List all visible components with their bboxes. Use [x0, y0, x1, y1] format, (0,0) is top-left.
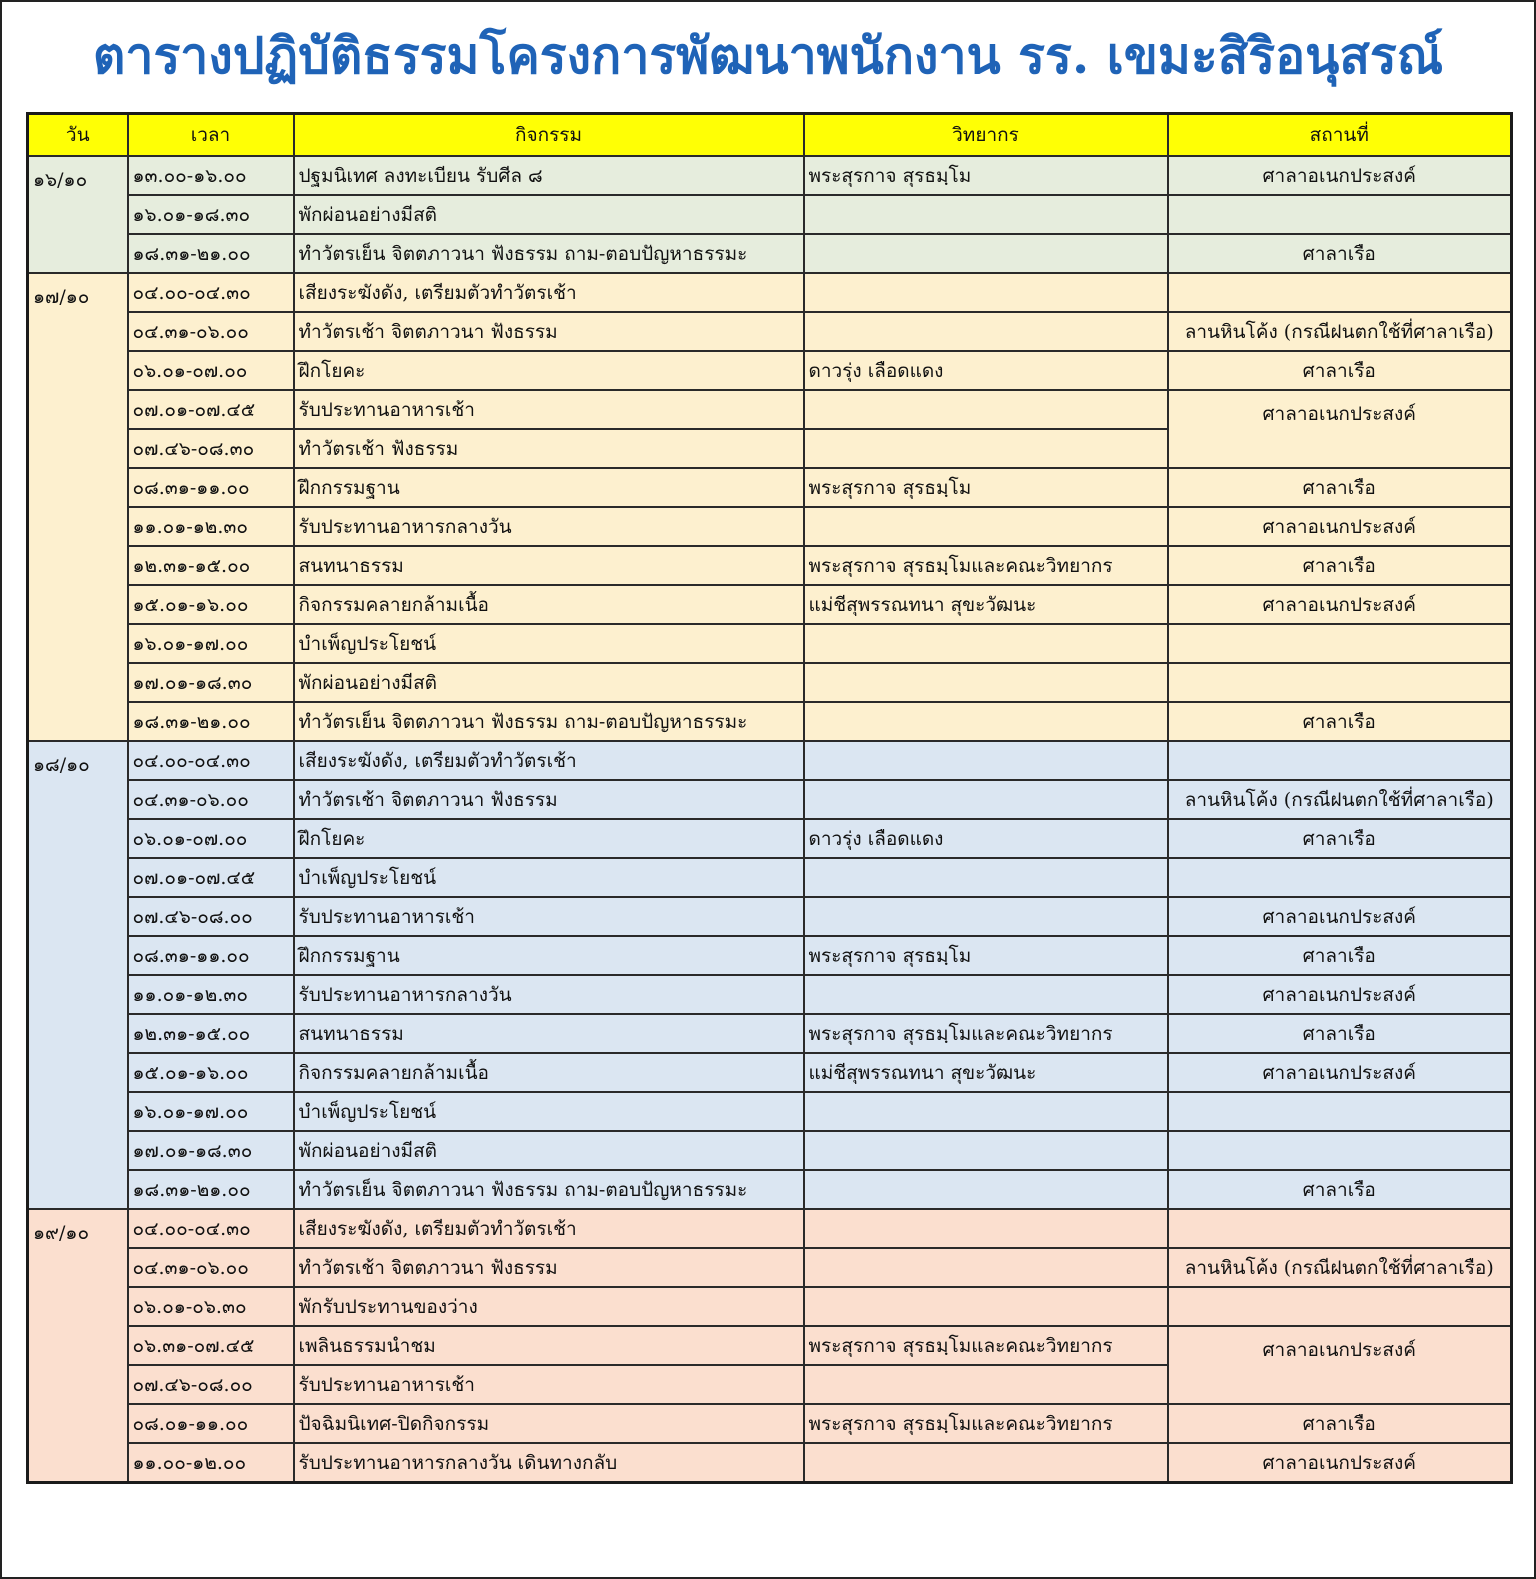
location-cell: ศาลาเรือ: [1168, 1404, 1512, 1443]
activity-cell: พักผ่อนอย่างมีสติ: [294, 1131, 804, 1170]
location-cell: [1168, 741, 1512, 780]
location-cell: [1168, 624, 1512, 663]
header-location: สถานที่: [1168, 114, 1512, 157]
location-cell: ศาลาเรือ: [1168, 819, 1512, 858]
table-row: [28, 273, 1512, 312]
speaker-cell: [804, 1170, 1168, 1209]
activity-cell: กิจกรรมคลายกล้ามเนื้อ: [294, 585, 804, 624]
time-cell: ๐๘.๓๑-๑๑.๐๐: [128, 936, 294, 975]
activity-cell: ทำวัตรเช้า จิตตภาวนา ฟังธรรม: [294, 780, 804, 819]
schedule-body: [28, 156, 1512, 1483]
speaker-cell: [804, 195, 1168, 234]
location-cell: ศาลาเรือ: [1168, 1170, 1512, 1209]
speaker-cell: [804, 975, 1168, 1014]
speaker-cell: ดาวรุ่ง เลือดแดง: [804, 351, 1168, 390]
time-cell: ๑๑.๐๐-๑๒.๐๐: [128, 1443, 294, 1483]
time-cell: ๑๘.๓๑-๒๑.๐๐: [128, 1170, 294, 1209]
activity-cell: เสียงระฆังดัง, เตรียมตัวทำวัตรเช้า: [294, 273, 804, 312]
location-cell: ศาลาเรือ: [1168, 234, 1512, 273]
location-cell: [1168, 858, 1512, 897]
table-row: [28, 351, 1512, 390]
location-cell: ศาลาเรือ: [1168, 702, 1512, 741]
speaker-cell: [804, 1131, 1168, 1170]
activity-cell: ฝึกกรรมฐาน: [294, 936, 804, 975]
speaker-cell: พระสุรกาจ สุรธมฺโม: [804, 468, 1168, 507]
location-cell: [1168, 195, 1512, 234]
table-row: [28, 936, 1512, 975]
location-cell: ศาลาเรือ: [1168, 468, 1512, 507]
activity-cell: ฝึกโยคะ: [294, 351, 804, 390]
time-cell: ๐๗.๐๑-๐๗.๔๕: [128, 390, 294, 429]
table-row: [28, 819, 1512, 858]
activity-cell: สนทนาธรรม: [294, 1014, 804, 1053]
speaker-cell: [804, 429, 1168, 468]
speaker-cell: [804, 273, 1168, 312]
header-time: เวลา: [128, 114, 294, 157]
day-cell: ๑๖/๑๐: [28, 156, 128, 273]
speaker-cell: [804, 507, 1168, 546]
table-row: [28, 1092, 1512, 1131]
activity-cell: บำเพ็ญประโยชน์: [294, 1092, 804, 1131]
table-row: [28, 1209, 1512, 1248]
speaker-cell: [804, 312, 1168, 351]
activity-cell: รับประทานอาหารกลางวัน เดินทางกลับ: [294, 1443, 804, 1483]
location-cell: [1168, 1287, 1512, 1326]
time-cell: ๑๒.๓๑-๑๕.๐๐: [128, 546, 294, 585]
speaker-cell: [804, 702, 1168, 741]
speaker-cell: [804, 858, 1168, 897]
speaker-cell: [804, 1209, 1168, 1248]
time-cell: ๑๒.๓๑-๑๕.๐๐: [128, 1014, 294, 1053]
table-row: [28, 390, 1512, 429]
time-cell: ๐๔.๐๐-๐๔.๓๐: [128, 1209, 294, 1248]
time-cell: ๑๖.๐๑-๑๗.๐๐: [128, 1092, 294, 1131]
time-cell: ๐๔.๓๑-๐๖.๐๐: [128, 1248, 294, 1287]
time-cell: ๐๗.๔๖-๐๘.๓๐: [128, 429, 294, 468]
activity-cell: ทำวัตรเช้า จิตตภาวนา ฟังธรรม: [294, 1248, 804, 1287]
table-row: [28, 1248, 1512, 1287]
time-cell: ๑๑.๐๑-๑๒.๓๐: [128, 975, 294, 1014]
activity-cell: ปฐมนิเทศ ลงทะเบียน รับศีล ๘: [294, 156, 804, 195]
location-cell: ศาลาอเนกประสงค์: [1168, 507, 1512, 546]
speaker-cell: [804, 624, 1168, 663]
table-row: [28, 1287, 1512, 1326]
speaker-cell: พระสุรกาจ สุรธมฺโมและคณะวิทยากร: [804, 1326, 1168, 1365]
table-row: [28, 1014, 1512, 1053]
time-cell: ๐๘.๐๑-๑๑.๐๐: [128, 1404, 294, 1443]
speaker-cell: พระสุรกาจ สุรธมฺโมและคณะวิทยากร: [804, 1404, 1168, 1443]
table-row: [28, 1170, 1512, 1209]
location-cell: ศาลาเรือ: [1168, 936, 1512, 975]
activity-cell: ฝึกกรรมฐาน: [294, 468, 804, 507]
table-row: [28, 858, 1512, 897]
table-row: [28, 1131, 1512, 1170]
time-cell: ๑๗.๐๑-๑๘.๓๐: [128, 663, 294, 702]
activity-cell: รับประทานอาหารกลางวัน: [294, 975, 804, 1014]
activity-cell: สนทนาธรรม: [294, 546, 804, 585]
location-cell: ศาลาอเนกประสงค์: [1168, 156, 1512, 195]
time-cell: ๐๔.๓๑-๐๖.๐๐: [128, 780, 294, 819]
time-cell: ๐๔.๓๑-๐๖.๐๐: [128, 312, 294, 351]
location-cell: [1168, 663, 1512, 702]
speaker-cell: [804, 1092, 1168, 1131]
speaker-cell: พระสุรกาจ สุรธมฺโม: [804, 156, 1168, 195]
activity-cell: ทำวัตรเช้า ฟังธรรม: [294, 429, 804, 468]
speaker-cell: แม่ชีสุพรรณทนา สุขะวัฒนะ: [804, 585, 1168, 624]
activity-cell: รับประทานอาหารเช้า: [294, 390, 804, 429]
speaker-cell: [804, 1248, 1168, 1287]
speaker-cell: พระสุรกาจ สุรธมฺโม: [804, 936, 1168, 975]
time-cell: ๑๖.๐๑-๑๘.๓๐: [128, 195, 294, 234]
location-cell: [1168, 273, 1512, 312]
table-row: [28, 741, 1512, 780]
activity-cell: บำเพ็ญประโยชน์: [294, 624, 804, 663]
table-row: [28, 507, 1512, 546]
location-cell: [1168, 1092, 1512, 1131]
location-cell: ศาลาเรือ: [1168, 546, 1512, 585]
time-cell: ๑๕.๐๑-๑๖.๐๐: [128, 1053, 294, 1092]
speaker-cell: [804, 741, 1168, 780]
header-speaker: วิทยากร: [804, 114, 1168, 157]
time-cell: ๑๘.๓๑-๒๑.๐๐: [128, 234, 294, 273]
speaker-cell: [804, 1443, 1168, 1483]
table-row: [28, 1404, 1512, 1443]
time-cell: ๑๗.๐๑-๑๘.๓๐: [128, 1131, 294, 1170]
table-row: [28, 156, 1512, 195]
location-cell: ลานหินโค้ง (กรณีฝนตกใช้ที่ศาลาเรือ): [1168, 312, 1512, 351]
activity-cell: พักผ่อนอย่างมีสติ: [294, 663, 804, 702]
table-row: [28, 702, 1512, 741]
time-cell: ๐๗.๔๖-๐๘.๐๐: [128, 1365, 294, 1404]
location-cell: ลานหินโค้ง (กรณีฝนตกใช้ที่ศาลาเรือ): [1168, 1248, 1512, 1287]
activity-cell: ทำวัตรเย็น จิตตภาวนา ฟังธรรม ถาม-ตอบปัญหาธรรมะ: [294, 702, 804, 741]
table-row: [28, 663, 1512, 702]
table-row: [28, 468, 1512, 507]
speaker-cell: [804, 1365, 1168, 1404]
table-row: [28, 195, 1512, 234]
table-row: [28, 624, 1512, 663]
speaker-cell: [804, 234, 1168, 273]
activity-cell: รับประทานอาหารกลางวัน: [294, 507, 804, 546]
page-title: ตารางปฏิบัติธรรมโครงการพัฒนาพนักงาน รร. เขมะสิริอนุสรณ์: [92, 25, 1444, 85]
time-cell: ๑๓.๐๐-๑๖.๐๐: [128, 156, 294, 195]
location-cell: ศาลาอเนกประสงค์: [1168, 585, 1512, 624]
activity-cell: รับประทานอาหารเช้า: [294, 1365, 804, 1404]
table-row: [28, 312, 1512, 351]
activity-cell: ทำวัตรเช้า จิตตภาวนา ฟังธรรม: [294, 312, 804, 351]
table-row: [28, 897, 1512, 936]
header-row: [28, 114, 1512, 157]
location-cell: ศาลาอเนกประสงค์: [1168, 1326, 1512, 1404]
day-cell: ๑๙/๑๐: [28, 1209, 128, 1483]
location-cell: [1168, 1131, 1512, 1170]
time-cell: ๐๔.๐๐-๐๔.๓๐: [128, 273, 294, 312]
location-cell: ศาลาอเนกประสงค์: [1168, 897, 1512, 936]
table-row: [28, 234, 1512, 273]
activity-cell: พักผ่อนอย่างมีสติ: [294, 195, 804, 234]
header-day: วัน: [28, 114, 128, 157]
location-cell: ลานหินโค้ง (กรณีฝนตกใช้ที่ศาลาเรือ): [1168, 780, 1512, 819]
time-cell: ๑๘.๓๑-๒๑.๐๐: [128, 702, 294, 741]
activity-cell: ทำวัตรเย็น จิตตภาวนา ฟังธรรม ถาม-ตอบปัญหาธรรมะ: [294, 234, 804, 273]
location-cell: [1168, 1209, 1512, 1248]
time-cell: ๐๖.๐๑-๐๖.๓๐: [128, 1287, 294, 1326]
activity-cell: เสียงระฆังดัง, เตรียมตัวทำวัตรเช้า: [294, 741, 804, 780]
table-row: [28, 1326, 1512, 1365]
speaker-cell: แม่ชีสุพรรณทนา สุขะวัฒนะ: [804, 1053, 1168, 1092]
time-cell: ๑๕.๐๑-๑๖.๐๐: [128, 585, 294, 624]
day-cell: ๑๘/๑๐: [28, 741, 128, 1209]
activity-cell: เพลินธรรมนำชม: [294, 1326, 804, 1365]
location-cell: ศาลาเรือ: [1168, 351, 1512, 390]
table-row: [28, 1053, 1512, 1092]
table-row: [28, 585, 1512, 624]
speaker-cell: [804, 1287, 1168, 1326]
location-cell: ศาลาอเนกประสงค์: [1168, 1443, 1512, 1483]
activity-cell: กิจกรรมคลายกล้ามเนื้อ: [294, 1053, 804, 1092]
table-row: [28, 780, 1512, 819]
activity-cell: รับประทานอาหารเช้า: [294, 897, 804, 936]
speaker-cell: [804, 897, 1168, 936]
table-row: [28, 546, 1512, 585]
time-cell: ๐๖.๐๑-๐๗.๐๐: [128, 351, 294, 390]
location-cell: ศาลาเรือ: [1168, 1014, 1512, 1053]
activity-cell: บำเพ็ญประโยชน์: [294, 858, 804, 897]
time-cell: ๐๗.๐๑-๐๗.๔๕: [128, 858, 294, 897]
speaker-cell: [804, 390, 1168, 429]
time-cell: ๐๘.๓๑-๑๑.๐๐: [128, 468, 294, 507]
activity-cell: พักรับประทานของว่าง: [294, 1287, 804, 1326]
time-cell: ๐๔.๐๐-๐๔.๓๐: [128, 741, 294, 780]
speaker-cell: พระสุรกาจ สุรธมฺโมและคณะวิทยากร: [804, 546, 1168, 585]
table-row: [28, 1443, 1512, 1483]
header-activity: กิจกรรม: [294, 114, 804, 157]
location-cell: ศาลาอเนกประสงค์: [1168, 975, 1512, 1014]
speaker-cell: ดาวรุ่ง เลือดแดง: [804, 819, 1168, 858]
location-cell: ศาลาอเนกประสงค์: [1168, 390, 1512, 468]
location-cell: ศาลาอเนกประสงค์: [1168, 1053, 1512, 1092]
speaker-cell: [804, 780, 1168, 819]
schedule-table: [26, 112, 1513, 1484]
time-cell: ๑๑.๐๑-๑๒.๓๐: [128, 507, 294, 546]
time-cell: ๐๖.๓๑-๐๗.๔๕: [128, 1326, 294, 1365]
activity-cell: ฝึกโยคะ: [294, 819, 804, 858]
activity-cell: ปัจฉิมนิเทศ-ปิดกิจกรรม: [294, 1404, 804, 1443]
time-cell: ๐๗.๔๖-๐๘.๐๐: [128, 897, 294, 936]
speaker-cell: [804, 663, 1168, 702]
activity-cell: เสียงระฆังดัง, เตรียมตัวทำวัตรเช้า: [294, 1209, 804, 1248]
time-cell: ๐๖.๐๑-๐๗.๐๐: [128, 819, 294, 858]
day-cell: ๑๗/๑๐: [28, 273, 128, 741]
table-row: [28, 975, 1512, 1014]
time-cell: ๑๖.๐๑-๑๗.๐๐: [128, 624, 294, 663]
activity-cell: ทำวัตรเย็น จิตตภาวนา ฟังธรรม ถาม-ตอบปัญหาธรรมะ: [294, 1170, 804, 1209]
speaker-cell: พระสุรกาจ สุรธมฺโมและคณะวิทยากร: [804, 1014, 1168, 1053]
